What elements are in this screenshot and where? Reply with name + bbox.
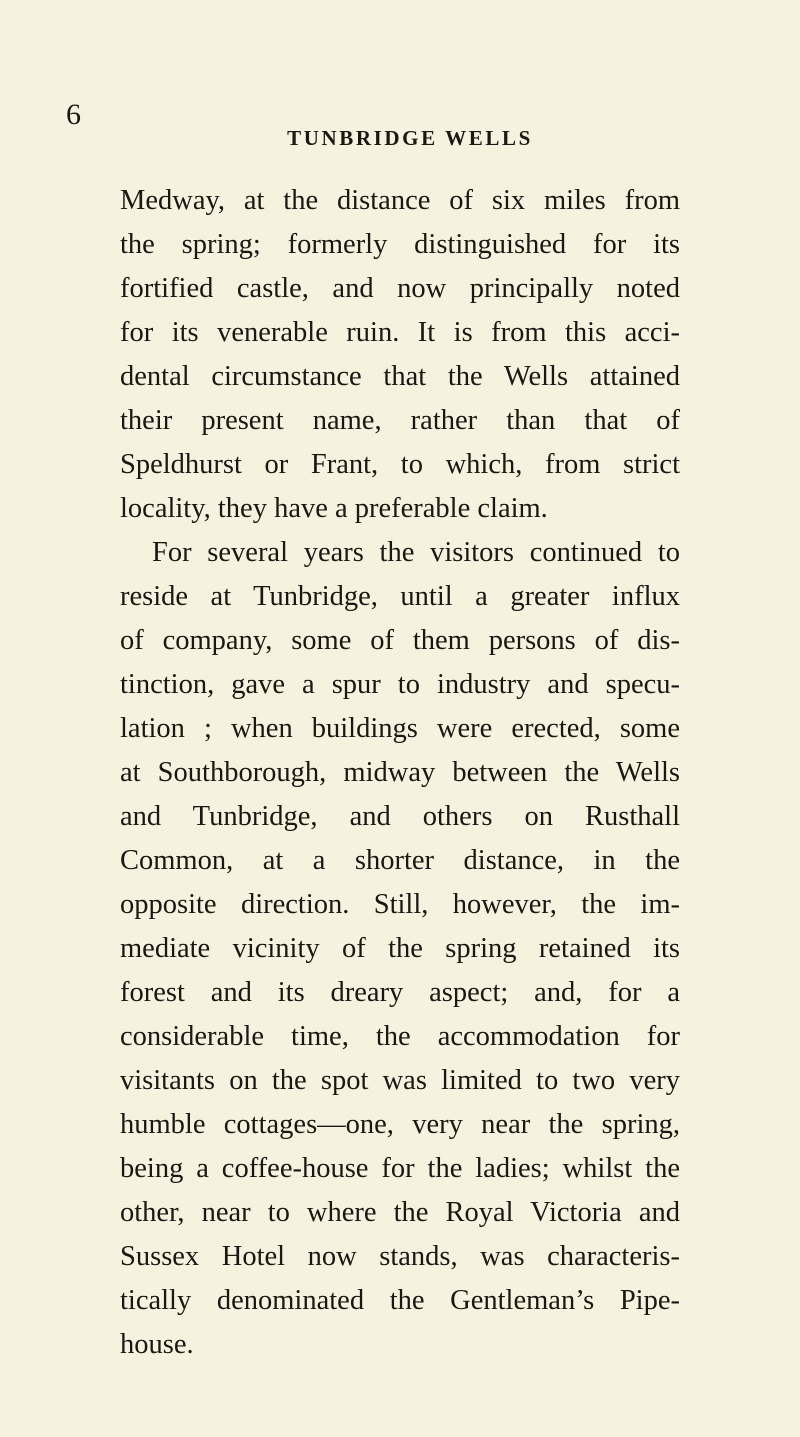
text-line: the spring; formerly distinguished for its [120, 229, 680, 260]
text-line: forest and its dreary aspect; and, for a [120, 977, 680, 1008]
text-line: locality, they have a preferable claim. [120, 493, 548, 524]
text-line: tinction, gave a spur to industry and specu- [120, 669, 680, 700]
text-line: their present name, rather than that of [120, 405, 680, 436]
running-head: TUNBRIDGE WELLS [287, 126, 533, 150]
text-line: considerable time, the accommodation for [120, 1021, 680, 1052]
text-line: humble cottages—one, very near the spring, [120, 1109, 680, 1140]
text-line: other, near to where the Royal Victoria and [120, 1197, 680, 1228]
page-number: 6 [66, 98, 81, 131]
text-line: house. [120, 1329, 194, 1360]
text-line: being a coffee-house for the ladies; whilst the [120, 1153, 680, 1184]
text-line: for its venerable ruin. It is from this acci- [120, 317, 680, 348]
paragraph-2 [120, 531, 680, 1367]
text-line: dental circumstance that the Wells attained [120, 361, 680, 392]
text-line: reside at Tunbridge, until a greater influx [120, 581, 680, 612]
text-line: visitants on the spot was limited to two very [120, 1065, 680, 1096]
text-line: mediate vicinity of the spring retained its [120, 933, 680, 964]
paragraph-1 [120, 179, 680, 531]
text-line: opposite direction. Still, however, the im- [120, 889, 680, 920]
text-line: tically denominated the Gentleman’s Pipe- [120, 1285, 680, 1316]
text-line: Medway, at the distance of six miles from [120, 185, 680, 216]
text-line: lation ; when buildings were erected, some [120, 713, 680, 744]
text-line: For several years the visitors continued to [152, 537, 680, 568]
text-line: at Southborough, midway between the Wells [120, 757, 680, 788]
text-line: and Tunbridge, and others on Rusthall [120, 801, 680, 832]
text-line: fortified castle, and now principally noted [120, 273, 680, 304]
text-line: Speldhurst or Frant, to which, from strict [120, 449, 680, 480]
text-line: of company, some of them persons of dis- [120, 625, 680, 656]
body-text [120, 179, 680, 1367]
text-line: Common, at a shorter distance, in the [120, 845, 680, 876]
text-line: Sussex Hotel now stands, was characteris- [120, 1241, 680, 1272]
